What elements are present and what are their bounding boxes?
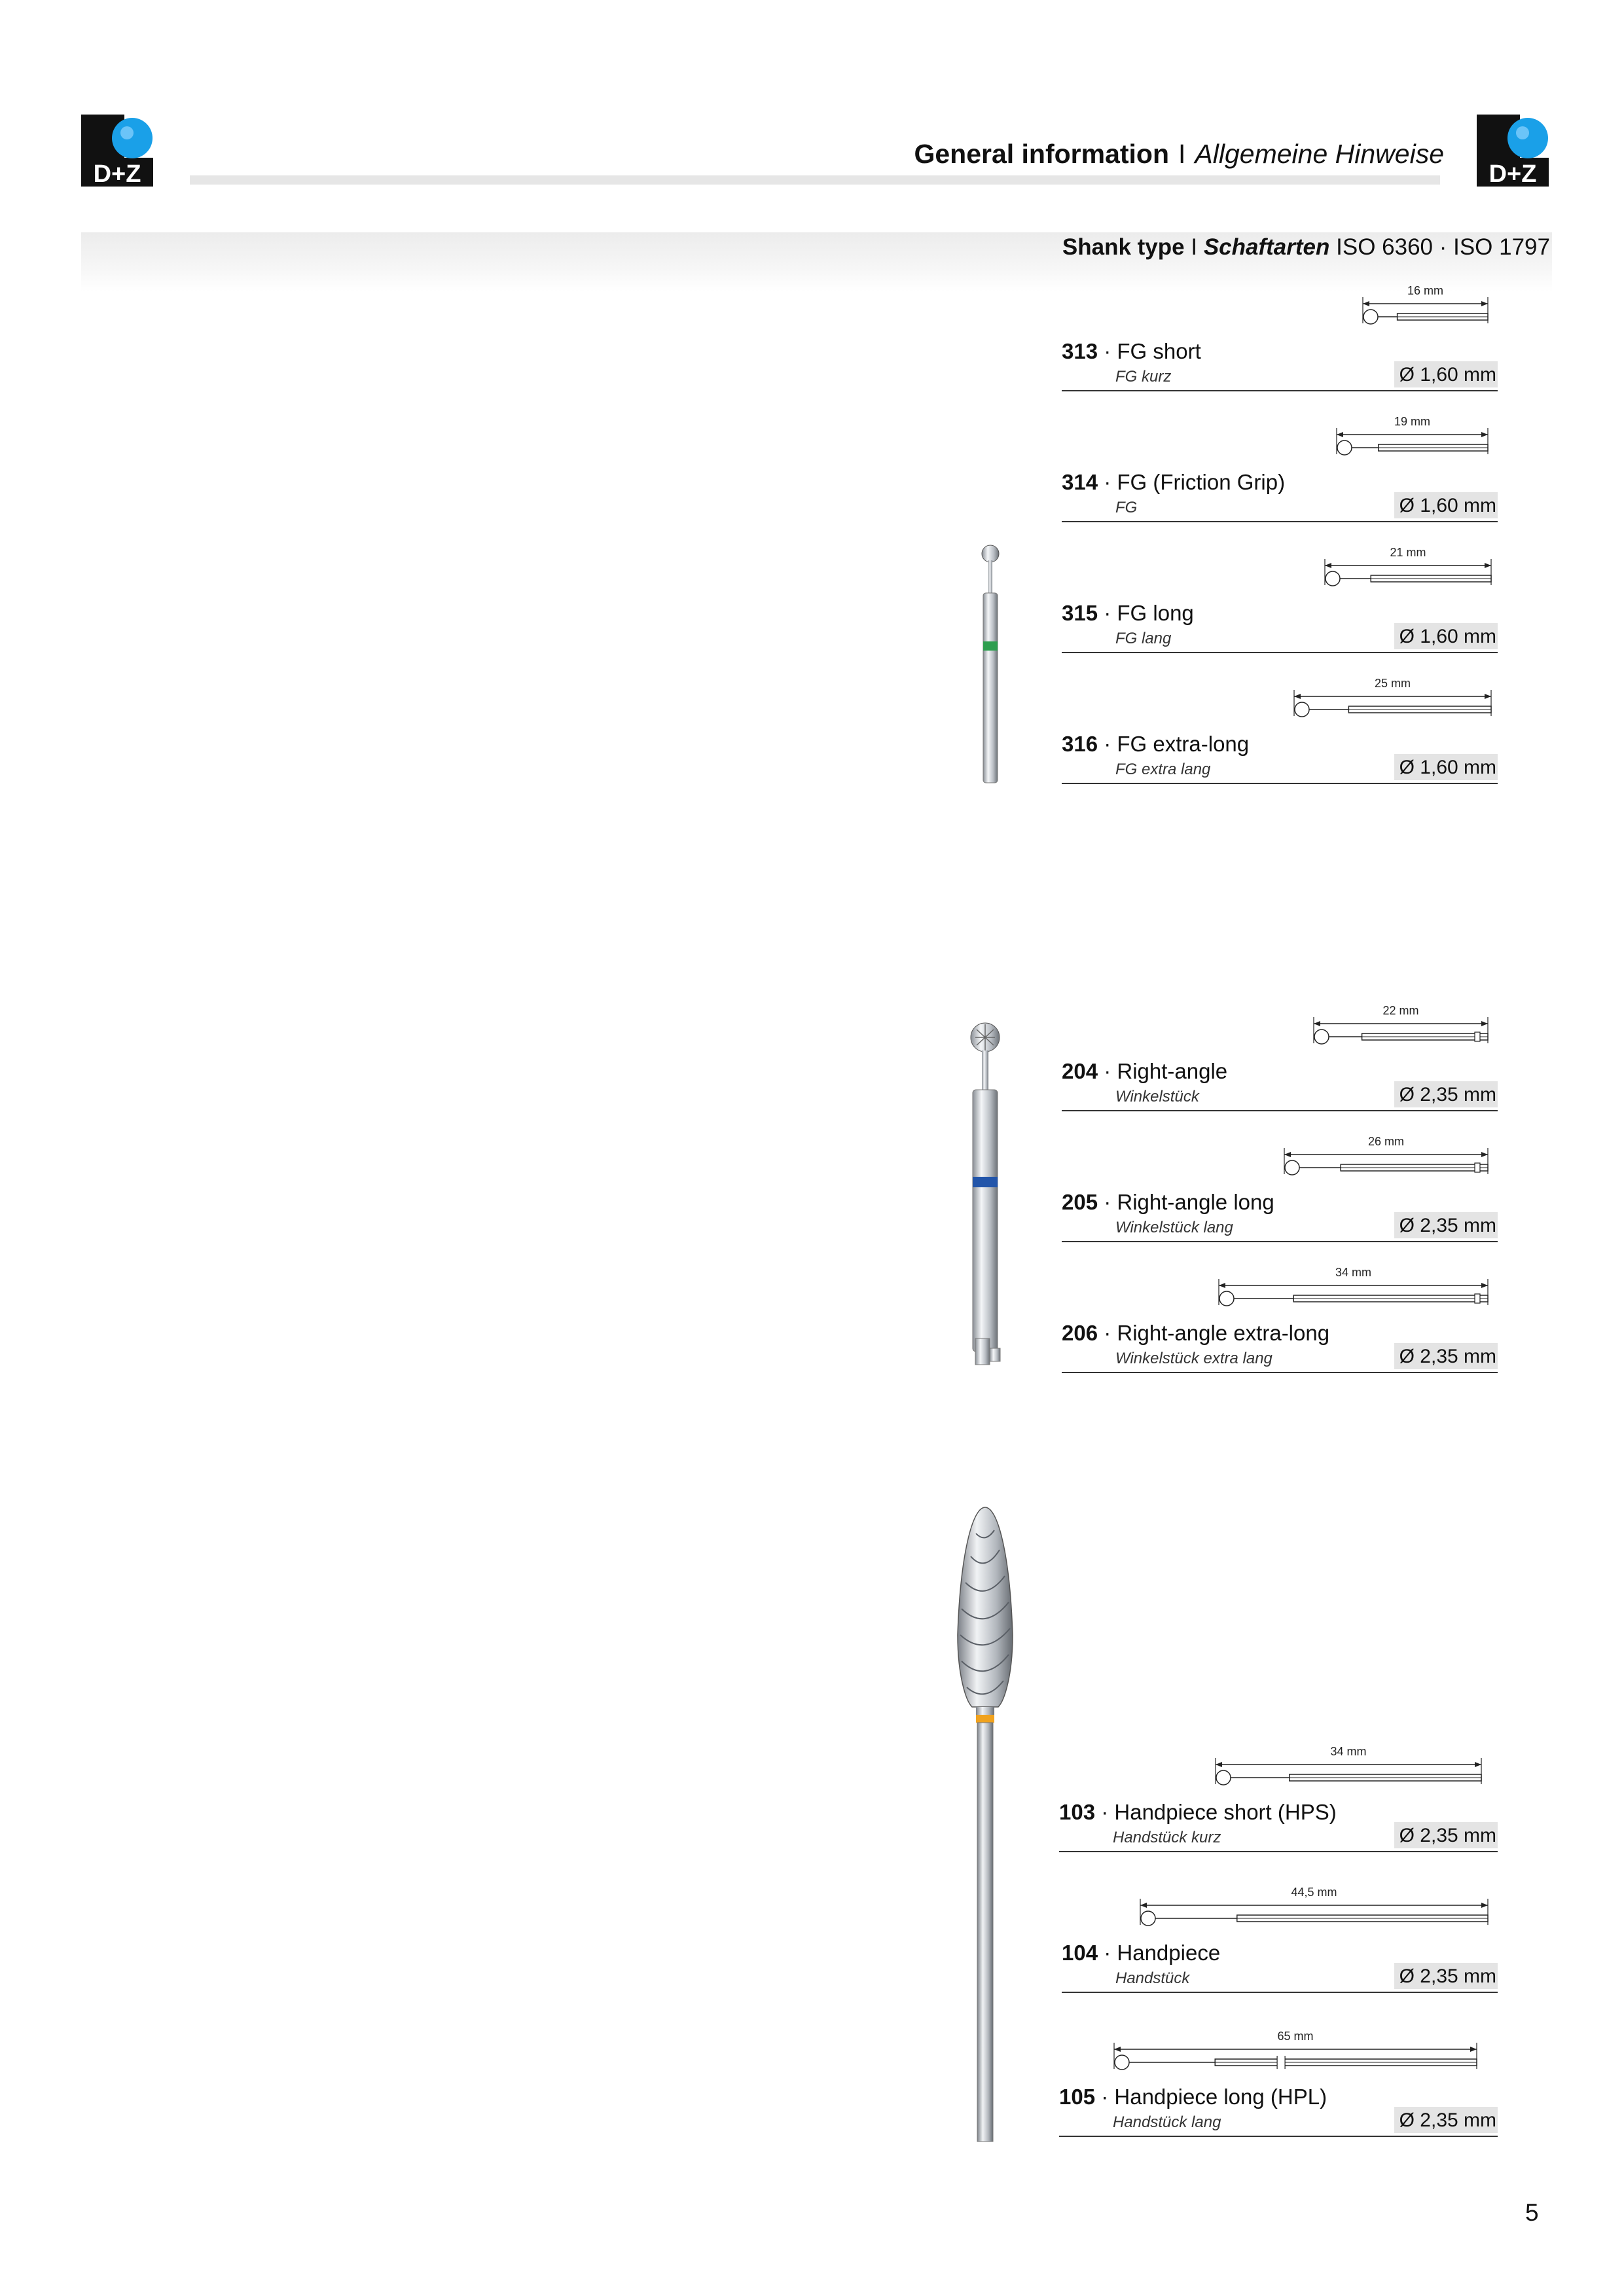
- entry-name-de: Handstück: [1115, 1969, 1190, 1987]
- dimension-length-label: 26 mm: [1367, 1135, 1404, 1148]
- shank-outline-icon: [1312, 1007, 1489, 1046]
- dimension-length-label: 16 mm: [1407, 284, 1443, 297]
- header-rule: [190, 175, 1440, 185]
- title-en: General information: [914, 139, 1170, 169]
- entry-diameter: Ø 2,35 mm: [1394, 1822, 1498, 1848]
- shank-outline-icon: [1218, 1268, 1489, 1308]
- shank-outline-icon: [1324, 548, 1492, 588]
- entry-name: [1062, 732, 1249, 757]
- entry-code: 316: [1062, 732, 1098, 756]
- entry-name-de: FG lang: [1115, 630, 1172, 647]
- dimension-drawing: [1312, 1004, 1489, 1046]
- dimension-length-label: 22 mm: [1382, 1004, 1419, 1017]
- entry-rule: [1062, 1241, 1498, 1242]
- shank-type-entry: [1062, 732, 1498, 785]
- entry-code: 313: [1062, 339, 1098, 363]
- entry-name: [1062, 1321, 1329, 1346]
- shank-type-heading: [655, 234, 1550, 260]
- dimension-length-label: 25 mm: [1374, 677, 1411, 690]
- entry-diameter: Ø 1,60 mm: [1394, 492, 1498, 518]
- dimension-length-label: 44,5 mm: [1291, 1886, 1337, 1899]
- shank-title-de: Schaftarten: [1203, 234, 1330, 260]
- entry-name-de: Winkelstück: [1115, 1088, 1199, 1105]
- page-title: [655, 139, 1444, 170]
- entry-title: · Handpiece long (HPL): [1095, 2085, 1327, 2109]
- shank-outline-icon: [1293, 679, 1492, 719]
- entry-name: [1059, 1800, 1337, 1825]
- entry-title: · FG (Friction Grip): [1098, 470, 1286, 494]
- entry-diameter: Ø 2,35 mm: [1394, 1212, 1498, 1238]
- shank-type-entry: [1062, 601, 1498, 655]
- entry-name: [1059, 2085, 1327, 2109]
- entry-diameter: Ø 1,60 mm: [1394, 361, 1498, 387]
- entry-diameter: Ø 2,35 mm: [1394, 2107, 1498, 2133]
- shank-title-en: Shank type: [1062, 234, 1185, 260]
- entry-rule: [1062, 1992, 1498, 1993]
- entry-code: 105: [1059, 2085, 1096, 2109]
- entry-rule: [1062, 652, 1498, 653]
- shank-outline-icon: [1335, 418, 1489, 457]
- entry-code: 204: [1062, 1059, 1098, 1083]
- dimension-drawing: [1214, 1745, 1483, 1787]
- dimension-length-label: 34 mm: [1330, 1745, 1367, 1758]
- title-de: Allgemeine Hinweise: [1195, 139, 1444, 169]
- shank-type-entry: [1059, 1800, 1498, 1854]
- entry-name-de: Handstück lang: [1113, 2113, 1221, 2131]
- entry-name: [1062, 470, 1285, 495]
- dimension-drawing: [1139, 1888, 1489, 1928]
- entry-code: 104: [1062, 1941, 1098, 1965]
- entry-code: 205: [1062, 1190, 1098, 1214]
- entry-diameter: Ø 1,60 mm: [1394, 754, 1498, 780]
- entry-rule: [1059, 2136, 1498, 2137]
- entry-title: · FG long: [1098, 601, 1194, 625]
- entry-code: 103: [1059, 1800, 1096, 1824]
- shank-type-entry: [1062, 339, 1498, 393]
- right-angle-bur-illustration: [962, 1018, 1008, 1378]
- entry-name: [1062, 601, 1194, 626]
- dimension-length-label: 65 mm: [1277, 2030, 1314, 2043]
- entry-code: 314: [1062, 470, 1098, 494]
- dimension-length-label: 21 mm: [1390, 546, 1426, 559]
- entry-title: · Right-angle long: [1098, 1190, 1274, 1214]
- dimension-drawing: [1113, 2032, 1478, 2072]
- entry-name: [1062, 1059, 1227, 1084]
- entry-name-de: Handstück kurz: [1113, 1829, 1221, 1846]
- svg-text:D+Z: D+Z: [93, 160, 141, 187]
- entry-name: [1062, 1941, 1220, 1965]
- entry-title: · FG short: [1098, 339, 1201, 363]
- dimension-length-label: 34 mm: [1335, 1266, 1371, 1279]
- entry-diameter: Ø 1,60 mm: [1394, 623, 1498, 649]
- shank-type-entry: [1059, 2085, 1498, 2138]
- dz-logo-right: [1477, 115, 1549, 187]
- handpiece-bur-illustration: [952, 1504, 1018, 2149]
- shank-outline-icon: [1214, 1748, 1483, 1787]
- shank-type-entry: [1062, 1190, 1498, 1244]
- shank-standard: ISO 6360 · ISO 1797: [1336, 234, 1550, 260]
- entry-name: [1062, 339, 1201, 364]
- entry-title: · Right-angle: [1098, 1059, 1228, 1083]
- entry-rule: [1062, 1110, 1498, 1111]
- entry-title: · Handpiece: [1098, 1941, 1221, 1965]
- dimension-drawing: [1293, 679, 1492, 719]
- entry-name-de: FG: [1115, 499, 1138, 516]
- entry-rule: [1059, 1851, 1498, 1852]
- entry-code: 315: [1062, 601, 1098, 625]
- shank-title-separator: I: [1191, 234, 1198, 260]
- entry-name-de: Winkelstück extra lang: [1115, 1350, 1272, 1367]
- entry-name-de: FG kurz: [1115, 368, 1172, 386]
- entry-title: · Handpiece short (HPS): [1095, 1800, 1337, 1824]
- dimension-drawing: [1335, 415, 1489, 457]
- shank-outline-icon: [1283, 1138, 1489, 1177]
- dimension-drawing: [1324, 548, 1492, 588]
- title-separator: I: [1178, 139, 1186, 169]
- shank-outline-icon: [1362, 287, 1489, 326]
- entry-name-de: FG extra lang: [1115, 761, 1211, 778]
- dimension-drawing: [1283, 1135, 1489, 1177]
- shank-type-entry: [1062, 1941, 1498, 1994]
- entry-rule: [1062, 521, 1498, 522]
- svg-text:D+Z: D+Z: [1489, 160, 1537, 187]
- shank-type-entry: [1062, 1321, 1498, 1374]
- entry-diameter: Ø 2,35 mm: [1394, 1081, 1498, 1107]
- fg-bur-illustration: [974, 542, 1007, 791]
- shank-type-entry: [1062, 470, 1498, 524]
- dimension-drawing: [1362, 284, 1489, 326]
- entry-title: · Right-angle extra-long: [1098, 1321, 1330, 1345]
- shank-outline-icon: [1113, 2032, 1478, 2072]
- shank-outline-icon: [1139, 1888, 1489, 1928]
- entry-code: 206: [1062, 1321, 1098, 1345]
- dz-logo-left: [81, 115, 153, 187]
- entry-name-de: Winkelstück lang: [1115, 1219, 1233, 1236]
- dimension-length-label: 19 mm: [1394, 415, 1430, 428]
- entry-rule: [1062, 390, 1498, 391]
- entry-rule: [1062, 1372, 1498, 1373]
- entry-rule: [1062, 783, 1498, 784]
- entry-title: · FG extra-long: [1098, 732, 1250, 756]
- entry-name: [1062, 1190, 1274, 1215]
- dimension-drawing: [1218, 1268, 1489, 1308]
- entry-diameter: Ø 2,35 mm: [1394, 1963, 1498, 1989]
- page-number: 5: [1525, 2199, 1539, 2226]
- shank-type-entry: [1062, 1059, 1498, 1113]
- entry-diameter: Ø 2,35 mm: [1394, 1343, 1498, 1369]
